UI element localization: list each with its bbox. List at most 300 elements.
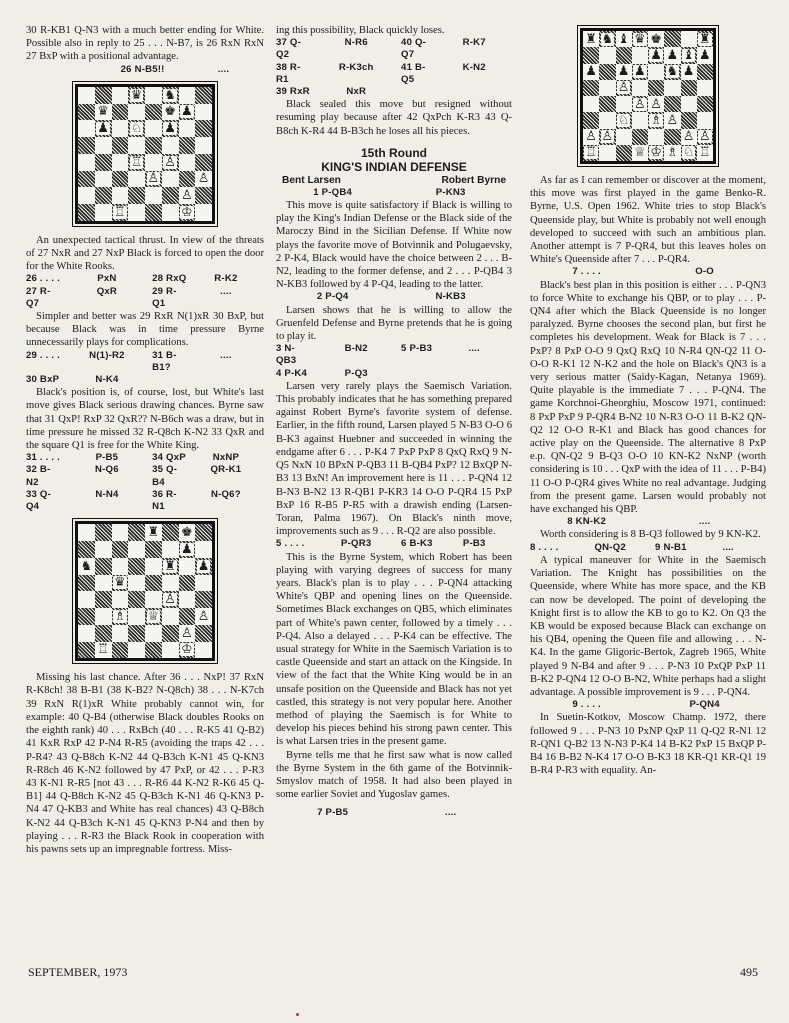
- board-square: [583, 112, 599, 128]
- board-square: [162, 87, 179, 104]
- move-cell: N-N4: [95, 488, 119, 500]
- black-king-icon: ♚: [181, 525, 193, 541]
- board-square: [78, 608, 95, 625]
- board-square: [632, 64, 648, 80]
- black-king-icon: ♚: [650, 31, 662, 47]
- board-square: [697, 129, 713, 145]
- board-square: [681, 129, 697, 145]
- move-cell: ....: [220, 285, 232, 297]
- white-rook-icon: ♖: [699, 145, 711, 161]
- move-cell: 31 . . . .: [26, 452, 60, 464]
- board-square: [179, 204, 196, 221]
- players-line: [276, 174, 512, 187]
- board-square: [616, 112, 632, 128]
- board-square: [78, 642, 95, 659]
- white-pawn-icon: ♙: [601, 129, 614, 145]
- board-square: [179, 541, 196, 558]
- board-square: [95, 137, 112, 154]
- move-cell: ....: [220, 349, 232, 361]
- paragraph: A typical maneuver for White in the Saemisch Variation. The Knight has possibilities on the Queenside, where White has more space, and the KB can now be developed. The point of developing the Knight first is to allow the KB to go to K2. On Q3 the KB would be exposed because Black can exchange on his QB4, opening the Queen file and allowing . . . N-K4. In the game Gligoric-Bertok, Zagreb 1965, White played 9 N-B4 and after 9 . . . P-N3 10 PxQP PxP 11 B-K2 P-QN4 12 O-O B-N2, White perhaps had a slight advantage. A possible improvement is 9 . . . P-QN4.: [530, 554, 766, 698]
- board-square: [162, 120, 179, 137]
- black-queen-icon: ♛: [634, 31, 646, 47]
- white-rook-icon: ♖: [130, 154, 143, 170]
- board-square: [128, 187, 145, 204]
- board-square: [145, 137, 162, 154]
- move-cell: 37 Q-Q2: [276, 37, 301, 61]
- board-square: [179, 104, 196, 121]
- print-mark: [296, 1013, 299, 1016]
- board-square: [583, 64, 599, 80]
- board-square: [648, 31, 664, 47]
- white-rook-icon: ♖: [114, 204, 126, 220]
- board-square: [112, 154, 129, 171]
- board-square: [583, 145, 599, 161]
- board-square: [632, 96, 648, 112]
- move-cell: [401, 368, 436, 380]
- board-square: [616, 96, 632, 112]
- board-square: [128, 541, 145, 558]
- board-square: [78, 171, 95, 188]
- move-cell: [401, 86, 436, 98]
- board-square: [599, 47, 615, 63]
- white-player: Bent Larsen: [282, 174, 341, 186]
- board-square: [95, 104, 112, 121]
- move-cell: 29 . . . .: [26, 349, 60, 361]
- move-cell: N-R6: [344, 37, 368, 49]
- move-cell: P-B5: [95, 452, 119, 464]
- move-cell: 36 R-N1: [152, 488, 177, 513]
- board-square: [128, 642, 145, 659]
- move-line: 8 KN-K2 ....: [567, 516, 711, 528]
- move-cell: 29 R-Q1: [152, 285, 177, 309]
- board-square: [664, 112, 680, 128]
- move-cell: [436, 86, 512, 98]
- board-square: [78, 104, 95, 121]
- move-line: 7 P-B5 ....: [317, 807, 457, 819]
- chess-board-diagram: [580, 28, 716, 164]
- board-square: [95, 558, 112, 575]
- board-square: [681, 145, 697, 161]
- board-square: [664, 96, 680, 112]
- board-square: [648, 112, 664, 128]
- black-pawn-icon: ♟: [181, 104, 193, 120]
- board-square: [162, 575, 179, 592]
- board-square: [162, 204, 179, 221]
- move-cell: P-QR3: [341, 538, 372, 550]
- board-square: [599, 96, 615, 112]
- board-square: [195, 575, 212, 592]
- board-square: [78, 87, 95, 104]
- paragraph: As far as I can remember or discover at the moment, this move was first played in the game Benko-R. Byrne, U.S. Open 1962. White tries to stop Black's Queenside play, but White is probably not well enough developed to succeed with such an ambitious plan. Another attempt is 7 P-QR4, but this leaves holes on White's Queenside after 7 . . . P-QR4.: [530, 175, 766, 266]
- board-square: [112, 524, 129, 541]
- black-pawn-icon: ♟: [699, 47, 711, 63]
- board-square: [616, 80, 632, 96]
- board-square: [145, 541, 162, 558]
- black-rook-icon: ♜: [164, 558, 176, 574]
- board-square: [128, 608, 145, 625]
- board-square: [599, 80, 615, 96]
- board-square: [128, 575, 145, 592]
- move-table: [276, 37, 512, 98]
- board-square: [583, 96, 599, 112]
- paragraph: Black sealed this move but resigned without resuming play because after 42 QxPch K-R3 43 Q-B8ch K-R4 44 B-B3ch he loses all his pieces.: [276, 99, 512, 137]
- board-square: [599, 145, 615, 161]
- board-square: [162, 137, 179, 154]
- board-square: [599, 64, 615, 80]
- board-square: [179, 642, 196, 659]
- board-square: [664, 129, 680, 145]
- board-square: [697, 31, 713, 47]
- board-square: [697, 64, 713, 80]
- move-cell: P-Q3: [344, 367, 368, 379]
- move-cell: N(1)-R2: [89, 349, 125, 361]
- board-square: [112, 558, 129, 575]
- move-cell: QR-K1: [210, 464, 242, 476]
- move-line: 1 P-QB4 P-KN3: [313, 186, 466, 198]
- white-pawn-icon: ♙: [699, 129, 711, 145]
- board-square: [583, 129, 599, 145]
- white-pawn-icon: ♙: [197, 608, 210, 624]
- black-queen-icon: ♛: [114, 575, 126, 591]
- board-square: [179, 154, 196, 171]
- board-square: [128, 558, 145, 575]
- board-square: [145, 154, 162, 171]
- board-square: [195, 541, 212, 558]
- board-square: [681, 31, 697, 47]
- board-square: [78, 137, 95, 154]
- board-square: [95, 87, 112, 104]
- board-square: [112, 541, 129, 558]
- board-square: [179, 625, 196, 642]
- board-square: [128, 120, 145, 137]
- board-square: [145, 608, 162, 625]
- paragraph: Simpler and better was 29 RxR N(1)xR 30 BxP, but because Black was in time pressure Byrne unnecessarily plays for complications.: [26, 311, 264, 349]
- paragraph: An unexpected tactical thrust. In view of the threats of 27 NxR and 27 NxP Black is forced to open the door for the White Rooks.: [26, 234, 264, 273]
- board-square: [128, 154, 145, 171]
- move-cell: 6 B-K3: [401, 538, 433, 550]
- board-square: [162, 591, 179, 608]
- page-number: 495: [740, 965, 758, 979]
- black-rook-icon: ♜: [699, 31, 711, 47]
- board-square: [179, 591, 196, 608]
- board-square: [95, 154, 112, 171]
- black-bishop-icon: ♝: [617, 31, 630, 47]
- move-cell: 40 Q-Q7: [401, 37, 427, 61]
- board-square: [128, 591, 145, 608]
- board-square: [664, 80, 680, 96]
- move-table: [276, 343, 512, 380]
- move-cell: 30 BxP: [26, 374, 60, 386]
- move-cell: 28 RxQ: [152, 273, 187, 285]
- move-cell: R-K2: [214, 273, 238, 285]
- board-square: [664, 145, 680, 161]
- move-cell: 31 B-B1?: [152, 349, 177, 373]
- white-pawn-icon: ♙: [585, 129, 597, 145]
- board-square: [195, 137, 212, 154]
- black-pawn-icon: ♟: [617, 64, 630, 80]
- board-square: [112, 171, 129, 188]
- board-square: [616, 64, 632, 80]
- move-cell: P-B3: [462, 538, 486, 550]
- board-square: [78, 591, 95, 608]
- board-square: [145, 625, 162, 642]
- board-square: [599, 112, 615, 128]
- board-square: [179, 120, 196, 137]
- white-knight-icon: ♘: [130, 121, 143, 137]
- board-square: [195, 642, 212, 659]
- board-square: [95, 608, 112, 625]
- board-square: [112, 642, 129, 659]
- board-square: [78, 120, 95, 137]
- board-square: [145, 187, 162, 204]
- board-square: [648, 64, 664, 80]
- white-bishop-icon: ♗: [650, 112, 662, 128]
- board-square: [195, 558, 212, 575]
- white-bishop-icon: ♗: [114, 608, 126, 624]
- board-square: [583, 47, 599, 63]
- chess-board-diagram: [75, 84, 215, 224]
- board-square: [145, 171, 162, 188]
- black-pawn-icon: ♟: [181, 541, 193, 557]
- board-square: [95, 187, 112, 204]
- white-pawn-icon: ♙: [164, 154, 176, 170]
- white-bishop-icon: ♗: [666, 145, 679, 161]
- board-square: [128, 137, 145, 154]
- black-knight-icon: ♞: [666, 64, 679, 80]
- move-cell: NxNP: [212, 452, 240, 464]
- move-cell: [152, 374, 188, 386]
- board-square: [195, 154, 212, 171]
- move-cell: R-K3ch: [338, 61, 374, 73]
- board-square: [648, 145, 664, 161]
- column-1: [26, 24, 264, 856]
- board-square: [648, 47, 664, 63]
- black-player: Robert Byrne: [441, 174, 506, 186]
- board-square: [632, 145, 648, 161]
- board-square: [616, 47, 632, 63]
- column-2: [276, 24, 512, 820]
- move-cell: 27 R-Q7: [26, 285, 51, 309]
- column-3: [530, 22, 766, 777]
- board-square: [697, 96, 713, 112]
- white-pawn-icon: ♙: [181, 188, 193, 204]
- move-cell: 9 N-B1: [655, 541, 687, 553]
- board-square: [112, 87, 129, 104]
- board-square: [145, 204, 162, 221]
- move-cell: QN-Q2: [594, 541, 626, 553]
- move-cell: 38 R-R1: [276, 61, 301, 85]
- board-square: [95, 541, 112, 558]
- white-pawn-icon: ♙: [666, 112, 679, 128]
- black-king-icon: ♚: [164, 104, 176, 120]
- board-square: [112, 120, 129, 137]
- move-table: [530, 542, 766, 554]
- board-square: [632, 47, 648, 63]
- black-knight-icon: ♞: [80, 558, 93, 574]
- board-square: [112, 625, 129, 642]
- board-square: [195, 104, 212, 121]
- white-knight-icon: ♘: [617, 112, 630, 128]
- board-square: [681, 64, 697, 80]
- board-square: [78, 204, 95, 221]
- black-pawn-icon: ♟: [682, 64, 695, 80]
- board-square: [697, 47, 713, 63]
- board-square: [112, 575, 129, 592]
- black-pawn-icon: ♟: [585, 64, 597, 80]
- paragraph: ing this possibility, Black quickly loses.: [276, 25, 445, 36]
- white-king-icon: ♔: [181, 642, 193, 658]
- white-pawn-icon: ♙: [634, 96, 646, 112]
- board-square: [162, 558, 179, 575]
- board-square: [95, 642, 112, 659]
- board-square: [599, 129, 615, 145]
- footer-date: SEPTEMBER, 1973: [28, 965, 128, 979]
- board-square: [583, 80, 599, 96]
- paragraph: Larsen very rarely plays the Saemisch Variation. This probably indicates that he has something prepared against Robert Byrne's favorite system of defense. Earlier, in the fifth round, Larsen played 5 N-B3 O-O 6 B-K3 against Huebner and succeeded in winning the endgame after 6 . . . P-K4 7 PxP PxP 8 QxQ RxQ 9 N-Q5 NxN 10 BPxN P-QB3 11 B-QB4 PxP? 12 BxQP N-B3 13 BxN! An improvement here is 11 . . . P-QN4 12 B-N3 B-N2 13 R-QB1 P-KR3 14 O-O P-QR4 15 PxP BxP 16 R-B5 P-R5 with a drawish ending (Larsen-Toran, Palma 1967). On Black's ninth move, improvements such as 9 . . . R-Q2 are also possible.: [276, 380, 512, 538]
- move-cell: R-K7: [462, 37, 486, 49]
- move-cell: 32 B-N2: [26, 464, 51, 488]
- board-square: [78, 154, 95, 171]
- white-pawn-icon: ♙: [181, 625, 193, 641]
- board-square: [195, 204, 212, 221]
- paragraph: Black's best plan in this position is either . . . P-QN3 to force White to exchange his QBP, or to play . . . P-QN4 after which the Black Queenside is no longer paralyzed. Byrne chooses the second plan, but first he completes his development. Weak for Black is 7 . . . PxP? 8 PxP O-O 9 QxQ RxQ 10 N-R4 QN-Q2 11 O-O-O R-K1 12 N-K2 and the hole on Black's QN3 is a very serious matter (Saidy-Kagan, Netanya 1969). Quite playable is the immediate 7 . . . P-QN4. The game Korchnoi-Gheorghiu, Moscow 1971, continued: 8 PxP PxP 9 P-QR4 B-N2 10 N-R3 O-O 11 B-K2 QN-Q2 12 O-O R-K1 and Black has good chances for active play on the Queenside. The alternative 8 PxP e.p. QN-Q2 9 B-Q3 O-O 10 KN-K2 NxNP (worth considering is 10 . . . QxP with the idea of 11 . . . P-B4) 11 O-O P-QR4 gives White no real advantage. Judging from the present game. Larsen would probably not have exchanged his QBP.: [530, 279, 766, 516]
- white-pawn-icon: ♙: [147, 171, 160, 187]
- paragraph: 30 R-KB1 Q-N3 with a much better ending for White. Possible also in reply to 25 . . . N-B7, is 26 RxN RxN 27 BxP with a positional advantage.: [26, 25, 264, 63]
- board-square: [179, 87, 196, 104]
- board-square: [112, 137, 129, 154]
- board-square: [162, 104, 179, 121]
- move-cell: [188, 374, 264, 386]
- board-square: [162, 171, 179, 188]
- move-cell: [436, 368, 512, 380]
- opening-heading: KING'S INDIAN DEFENSE: [321, 159, 467, 174]
- move-line: 2 P-Q4 N-KB3: [316, 291, 466, 303]
- board-square: [112, 591, 129, 608]
- move-line: 9 . . . . P-QN4: [572, 699, 720, 711]
- board-square: [162, 625, 179, 642]
- board-square: [128, 104, 145, 121]
- board-square: [128, 204, 145, 221]
- board-square: [179, 171, 196, 188]
- board-square: [112, 608, 129, 625]
- board-square: [162, 154, 179, 171]
- move-cell: 41 B-Q5: [401, 61, 426, 85]
- board-square: [632, 31, 648, 47]
- black-knight-icon: ♞: [164, 87, 176, 103]
- board-square: [648, 96, 664, 112]
- move-cell: ....: [722, 541, 734, 553]
- black-pawn-icon: ♟: [164, 121, 176, 137]
- board-square: [179, 187, 196, 204]
- board-square: [648, 129, 664, 145]
- board-square: [195, 171, 212, 188]
- move-cell: 39 RxR: [276, 86, 310, 98]
- board-square: [632, 129, 648, 145]
- black-knight-icon: ♞: [601, 31, 614, 47]
- board-square: [95, 120, 112, 137]
- board-square: [128, 625, 145, 642]
- black-bishop-icon: ♝: [682, 47, 695, 63]
- board-square: [128, 524, 145, 541]
- white-pawn-icon: ♙: [164, 592, 176, 608]
- black-queen-icon: ♛: [97, 104, 109, 120]
- white-rook-icon: ♖: [585, 145, 597, 161]
- board-square: [162, 608, 179, 625]
- board-square: [179, 137, 196, 154]
- move-cell: 33 Q-Q4: [26, 488, 51, 513]
- board-square: [195, 87, 212, 104]
- board-square: [195, 187, 212, 204]
- board-square: [145, 524, 162, 541]
- board-square: [95, 625, 112, 642]
- move-cell: K-N2: [462, 61, 486, 73]
- board-square: [697, 112, 713, 128]
- board-square: [195, 591, 212, 608]
- chess-board-diagram: [75, 521, 215, 661]
- board-square: [599, 31, 615, 47]
- board-square: [616, 145, 632, 161]
- black-pawn-icon: ♟: [197, 558, 210, 574]
- board-square: [162, 642, 179, 659]
- board-square: [179, 608, 196, 625]
- board-square: [616, 31, 632, 47]
- board-square: [681, 112, 697, 128]
- board-square: [195, 524, 212, 541]
- board-square: [128, 171, 145, 188]
- paragraph: Larsen shows that he is willing to allow the Gruenfeld Defense and Byrne pretends that he is going to play it.: [276, 304, 512, 343]
- black-rook-icon: ♜: [147, 525, 160, 541]
- board-square: [78, 541, 95, 558]
- paragraph: In Suetin-Kotkov, Moscow Champ. 1972, there followed 9 . . . P-N3 10 PxNP QxP 11 Q-Q2 R-N1 12 R-QN1 Q-B2 13 N-N3 P-K4 14 B-K2 PxP 15 BxQP P-B4 16 B-B2 N-K4 17 O-O B-K3 18 KR-Q1 KR-Q1 19 B-R4 P-R3 with equality. An-: [530, 712, 766, 777]
- board-square: [78, 625, 95, 642]
- board-square: [145, 104, 162, 121]
- board-square: [162, 524, 179, 541]
- board-square: [95, 575, 112, 592]
- move-table: [276, 538, 512, 550]
- board-square: [145, 642, 162, 659]
- board-square: [179, 575, 196, 592]
- round-heading: 15th Round: [361, 145, 427, 160]
- move-cell: 26 . . . .: [26, 273, 60, 285]
- board-square: [78, 558, 95, 575]
- paragraph: This is the Byrne System, which Robert has been playing with varying degrees of success for many years. Black's plan is to play . . . P-QN4 attacking White's QBP and opening lines on the Queenside. Sometimes Black exchanges on QB5, which eliminates part of White's pawn center, followed by a timely . . . P-Q4. Also a delayed . . . P-K4 can be effective. The usual strategy for White in the Saemisch Variation is to castle Queenside and start an attack on the Kingside. In view of the fact that the White King would be in an unsafe position on the Queenside and Black has not yet castled, this strategy is not very popular here. Another method of playing the Saemisch is for White to develop his pieces behind his strong pawn center. This is what Larsen tries in the present game.: [276, 551, 512, 748]
- move-line: 26 N-B5!! ....: [120, 63, 230, 75]
- board-square: [112, 187, 129, 204]
- white-rook-icon: ♖: [97, 642, 109, 658]
- paragraph: Byrne tells me that he first saw what is now called the Byrne System in the 6th game of the Botvinnik-Smyslov match of 1958. It had also been played in some earlier Soviet and Yugoslav games.: [276, 749, 512, 801]
- move-cell: QxR: [96, 285, 118, 297]
- board-square: [179, 558, 196, 575]
- board-square: [95, 204, 112, 221]
- board-square: [664, 31, 680, 47]
- black-queen-icon: ♛: [130, 87, 143, 103]
- black-pawn-icon: ♟: [97, 121, 109, 137]
- board-square: [664, 47, 680, 63]
- paragraph: Worth considering is 8 B-Q3 followed by 9 KN-K2.: [540, 529, 761, 541]
- move-table: [26, 350, 264, 387]
- board-square: [648, 80, 664, 96]
- white-king-icon: ♔: [650, 145, 662, 161]
- paragraph: This move is quite satisfactory if Black is willing to play the King's Indian Defense or the Black side of the Maroczy Bind in the Sicilian Defense. If White now plays the favorite move of Botvinnik and Polugaevsky, 2 P-K4, Black would have the choice between 2 . . . B-N2, leading to the former defense, and 2 . . . P-QB4 3 N-KB3 followed by 4 P-Q4, leading to the latter.: [276, 200, 512, 291]
- move-line: 7 . . . . O-O: [572, 266, 714, 278]
- board-square: [145, 591, 162, 608]
- board-square: [78, 524, 95, 541]
- white-pawn-icon: ♙: [617, 80, 630, 96]
- paragraph: Missing his last chance. After 36 . . . NxP! 37 RxN R-K8ch! 38 B-B1 (38 K-B2? N-Q8ch) 38 . . . N-K7ch 39 RxN R(1)xR White probably cannot win, for example: 40 Q-B4 (otherwise Black doubles Rooks on the eighth rank) 40 . . . RxBch (40 . . . R-K5 41 Q-B2) 41 KxR RxP 42 P-N4 R-R5 (avoiding the traps 42 . . . P-R4? 43 Q-B8ch K-N2 44 Q-B3ch K-N1 45 Q-KN3 R-R8ch 46 K-N2 followed by 47 PxP, or 42 . . . P-R3 43 K-N1 R-R5 [not 43 . . . R-R6 44 K-N2 R-K6 45 Q-B1] 44 Q-B8ch K-N2 45 Q-B3ch K-N1 46 Q-KN3 P-N4 47 Q-KB3 and White has real chances) 43 Q-B8ch K-N2 44 Q-B3ch K-N1 45 Q-KN3 P-N4 and then by playing . . . R-R3 the Black Rook in cooperation with his pawns sets up an impregnable fortress. Miss-: [26, 672, 264, 855]
- board-square: [95, 171, 112, 188]
- board-square: [616, 129, 632, 145]
- board-square: [95, 591, 112, 608]
